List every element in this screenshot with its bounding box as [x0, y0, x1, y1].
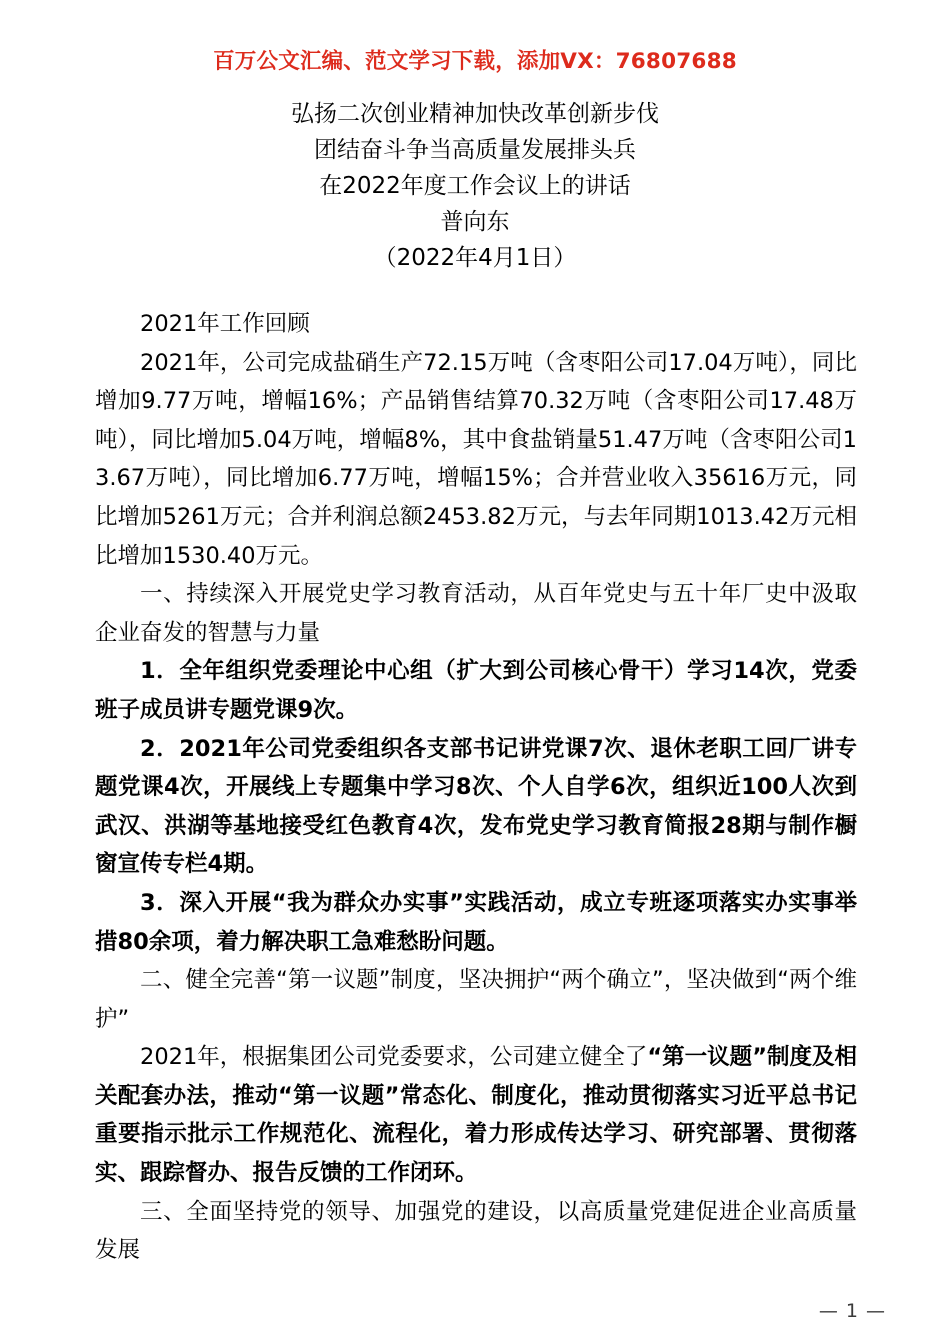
title-line-2: 团结奋斗争当高质量发展排头兵 — [314, 137, 636, 163]
list-item-3: 3．深入开展“我为群众办实事”实践活动，成立专班逐项落实办实事举措80余项，着力解决职工急难愁盼问题。 — [95, 889, 857, 955]
title-block — [95, 96, 855, 276]
paragraph-first-topic-system — [95, 1038, 857, 1192]
section-heading-one: 一、持续深入开展党史学习教育活动，从百年党史与五十年厂史中汲取企业奋发的智慧与力量 — [95, 581, 857, 646]
list-item-2: 2．2021年公司党委组织各支部书记讲党课7次、退休老职工回厂讲专题党课4次，开展线上专题集中学习8次、个人自学6次，组织近100人次到武汉、洪湖等基地接受红色教育4次，发布党史学习教育简报28期与制作橱窗宣传专栏4期。 — [95, 735, 857, 878]
title-line-3: 在2022年度工作会议上的讲话 — [319, 173, 631, 199]
section-heading-three: 三、全面坚持党的领导、加强党的建设，以高质量党建促进企业高质量发展 — [95, 1198, 857, 1264]
author-name: 普向东 — [440, 209, 510, 235]
advertisement-banner: 百万公文汇编、范文学习下载，添加VX：76807688 — [213, 49, 737, 74]
list-item-1: 1．全年组织党委理论中心组（扩大到公司核心骨干）学习14次，党委班子成员讲专题党课9次。 — [95, 658, 857, 723]
page-number: — 1 — — [818, 1300, 886, 1322]
paragraph-first-topic-regular-part: 2021年，根据集团公司党委要求，公司建立健全了 — [140, 1044, 648, 1071]
speech-date: （2022年4月1日） — [373, 245, 577, 271]
title-line-1: 弘扬二次创业精神加快改革创新步伐 — [291, 101, 659, 127]
document-body — [95, 305, 857, 1270]
paragraph-first-topic-bold-part: “第一议题”制度及相关配套办法，推动“第一议题”常态化、制度化，推动贯彻落实习近平总书记重要指示批示工作规范化、流程化，着力形成传达学习、研究部署、贯彻落实、跟踪督办、报告反馈的工作闭环。 — [95, 1044, 857, 1187]
paragraph-2021-summary: 2021年，公司完成盐硝生产72.15万吨（含枣阳公司17.04万吨），同比增加9.77万吨，增幅16%；产品销售结算70.32万吨（含枣阳公司17.48万吨），同比增加5.04万吨，增幅8%，其中食盐销量51.47万吨（含枣阳公司13.67万吨），同比增加6.77万吨，增幅15%；合并营业收入35616万元，同比增加5261万元；合并利润总额2453.82万元，与去年同期1013.42万元相比增加1530.40万元。 — [95, 349, 857, 569]
paragraph-work-review-heading: 2021年工作回顾 — [140, 311, 310, 337]
section-heading-two: 二、健全完善“第一议题”制度，坚决拥护“两个确立”，坚决做到“两个维护” — [95, 967, 857, 1032]
